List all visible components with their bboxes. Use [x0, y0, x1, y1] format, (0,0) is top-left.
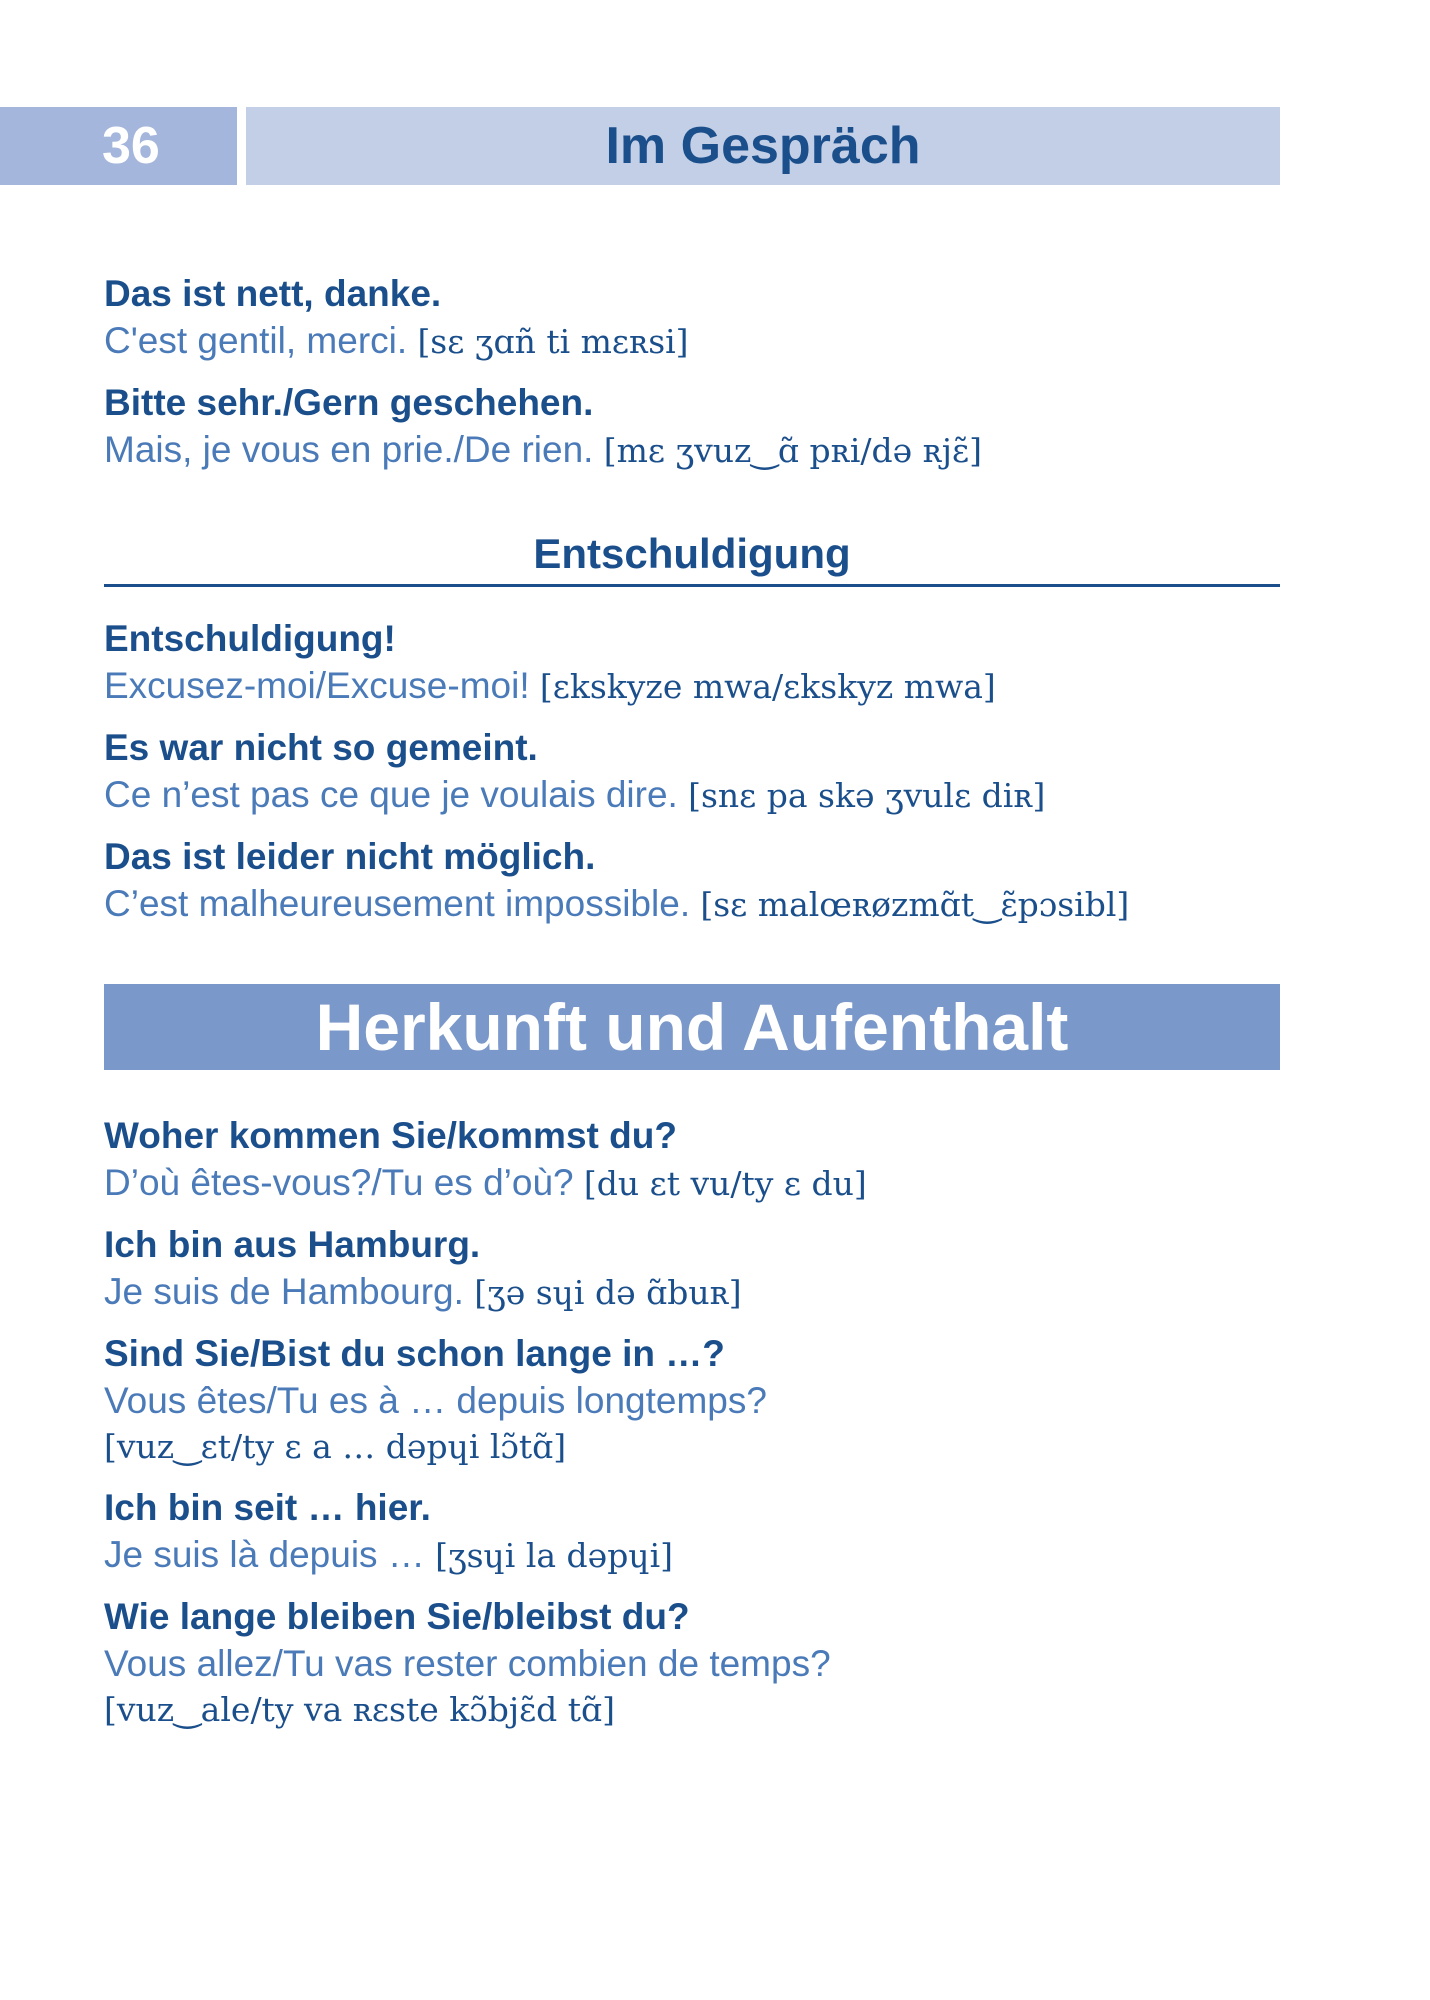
ipa-transcription: [vuz‿ɛt/ty ɛ a … dəpɥi lɔ̃tɑ̃] [104, 1427, 567, 1466]
page-content [104, 270, 1280, 1747]
french-text: D’où êtes-vous?/Tu es d’où? [104, 1162, 574, 1203]
subsection-heading: Entschuldigung [104, 528, 1280, 587]
phrase-entry [104, 270, 1280, 365]
german-phrase: Es war nicht so gemeint. [104, 727, 538, 768]
phrase-entry [104, 1593, 1280, 1733]
french-translation: Vous êtes/Tu es à … depuis longtemps? [104, 1380, 767, 1421]
french-translation [104, 317, 1280, 365]
french-text: Mais, je vous en prie./De rien. [104, 429, 594, 470]
german-phrase: Woher kommen Sie/kommst du? [104, 1115, 677, 1156]
french-text: Ce n’est pas ce que je voulais dire. [104, 774, 678, 815]
german-phrase: Das ist leider nicht möglich. [104, 836, 596, 877]
french-text: Excusez-moi/Excuse-moi! [104, 665, 530, 706]
german-phrase: Das ist nett, danke. [104, 273, 442, 314]
french-text: C'est gentil, merci. [104, 320, 408, 361]
phrase-entry [104, 1330, 1280, 1470]
german-phrase: Sind Sie/Bist du schon lange in …? [104, 1333, 725, 1374]
french-text: C’est malheureusement impossible. [104, 883, 691, 924]
french-translation: Vous allez/Tu vas rester combien de temps? [104, 1643, 831, 1684]
french-translation [104, 771, 1280, 819]
phrase-entry [104, 724, 1280, 819]
ipa-transcription: [vuz‿ale/ty va ʀɛste kɔ̃bjɛ̃d tɑ̃] [104, 1690, 616, 1729]
phrase-entry [104, 379, 1280, 474]
phrase-entry [104, 1221, 1280, 1316]
ipa-transcription: [mɛ ʒvuz‿ɑ̃ pʀi/də ʀjɛ̃] [603, 431, 983, 470]
phrase-entry [104, 1484, 1280, 1579]
german-phrase: Entschuldigung! [104, 618, 396, 659]
french-text: Je suis de Hambourg. [104, 1271, 464, 1312]
phrase-entry [104, 615, 1280, 710]
french-translation [104, 1268, 1280, 1316]
french-text: Je suis là depuis … [104, 1534, 425, 1575]
german-phrase: Wie lange bleiben Sie/bleibst du? [104, 1596, 690, 1637]
phrase-entry [104, 833, 1280, 928]
german-phrase: Ich bin aus Hamburg. [104, 1224, 481, 1265]
page-header [0, 107, 1280, 185]
chapter-title: Im Gespräch [246, 107, 1280, 185]
french-translation [104, 662, 1280, 710]
ipa-transcription: [ʒsɥi la dəpɥi] [435, 1536, 674, 1575]
page-number: 36 [0, 107, 237, 185]
french-translation [104, 1531, 1280, 1579]
french-translation [104, 1159, 1280, 1207]
section-banner: Herkunft und Aufenthalt [104, 984, 1280, 1070]
french-translation [104, 426, 1280, 474]
ipa-transcription: [du ɛt vu/ty ɛ du] [583, 1164, 867, 1203]
german-phrase: Bitte sehr./Gern geschehen. [104, 382, 594, 423]
phrase-entry [104, 1112, 1280, 1207]
german-phrase: Ich bin seit … hier. [104, 1487, 431, 1528]
french-translation [104, 880, 1280, 928]
ipa-transcription: [sɛ ʒɑñ ti mɛʀsi] [417, 322, 689, 361]
ipa-transcription: [ɛkskyze mwa/ɛkskyz mwa] [539, 667, 996, 706]
ipa-transcription: [snɛ pa skə ʒvulɛ diʀ] [688, 776, 1046, 815]
ipa-transcription: [ʒə sɥi də ɑ̃buʀ] [474, 1273, 742, 1312]
ipa-transcription: [sɛ malœʀøzmɑ̃t‿ɛ̃pɔsibl] [700, 885, 1130, 924]
